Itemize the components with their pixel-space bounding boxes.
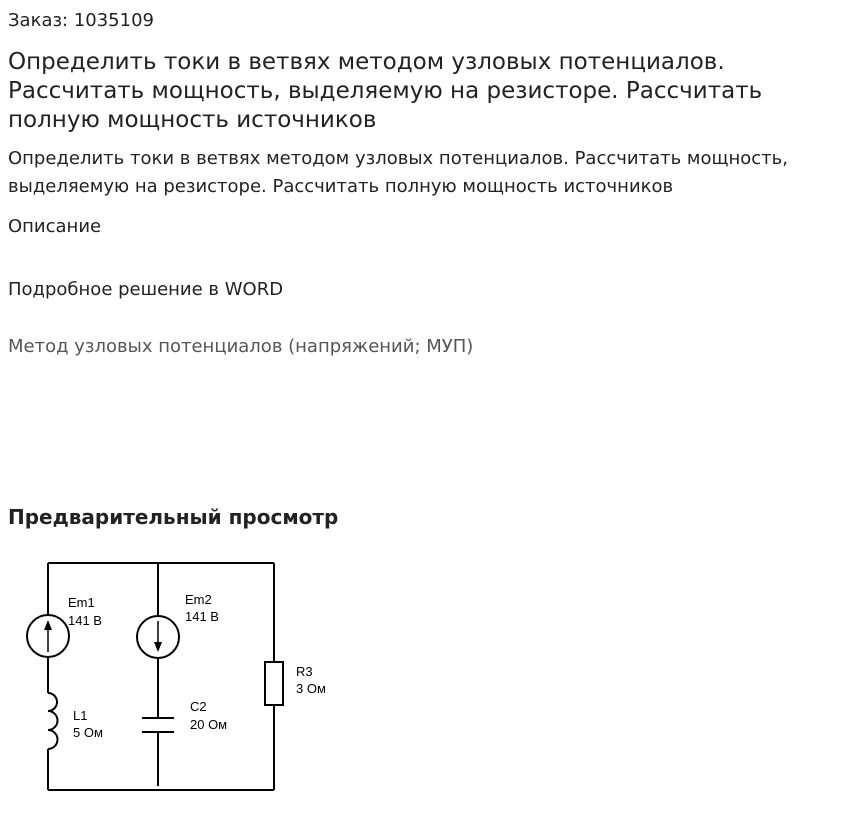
preview-heading: Предварительный просмотр [8, 505, 339, 529]
em1-label: Em1 [68, 595, 95, 610]
em2-source [137, 616, 179, 658]
capacitor-c2 [142, 718, 174, 732]
circuit-preview [0, 540, 360, 820]
resistor-r3 [265, 662, 283, 705]
r3-label: R3 [296, 664, 313, 679]
method-category-link[interactable]: Метод узловых потенциалов (напряжений; МУП) [8, 336, 474, 357]
em1-source [27, 615, 69, 657]
inductor-l1 [48, 693, 58, 749]
c2-value: 20 Ом [190, 717, 228, 732]
em2-value: 141 В [185, 609, 219, 624]
em1-value: 141 В [68, 613, 102, 628]
page-title: Определить токи в ветвях методом узловых потенциалов. Рассчитать мощность, выделяемую на резисторе. Рассчитать полную мощность источников [8, 49, 763, 133]
circuit-diagram [0, 540, 360, 820]
task-description: Определить токи в ветвях методом узловых потенциалов. Рассчитать мощность, выделяемую на резисторе. Рассчитать полную мощность источников [8, 148, 788, 197]
description-heading: Описание [8, 216, 102, 237]
l1-value: 5 Ом [73, 725, 103, 740]
em2-label: Em2 [185, 592, 212, 607]
order-number: Заказ: 1035109 [8, 10, 154, 31]
r3-value: 3 Ом [296, 681, 326, 696]
l1-label: L1 [73, 708, 88, 723]
solution-format-text: Подробное решение в WORD [8, 279, 284, 300]
c2-label: C2 [190, 699, 207, 714]
